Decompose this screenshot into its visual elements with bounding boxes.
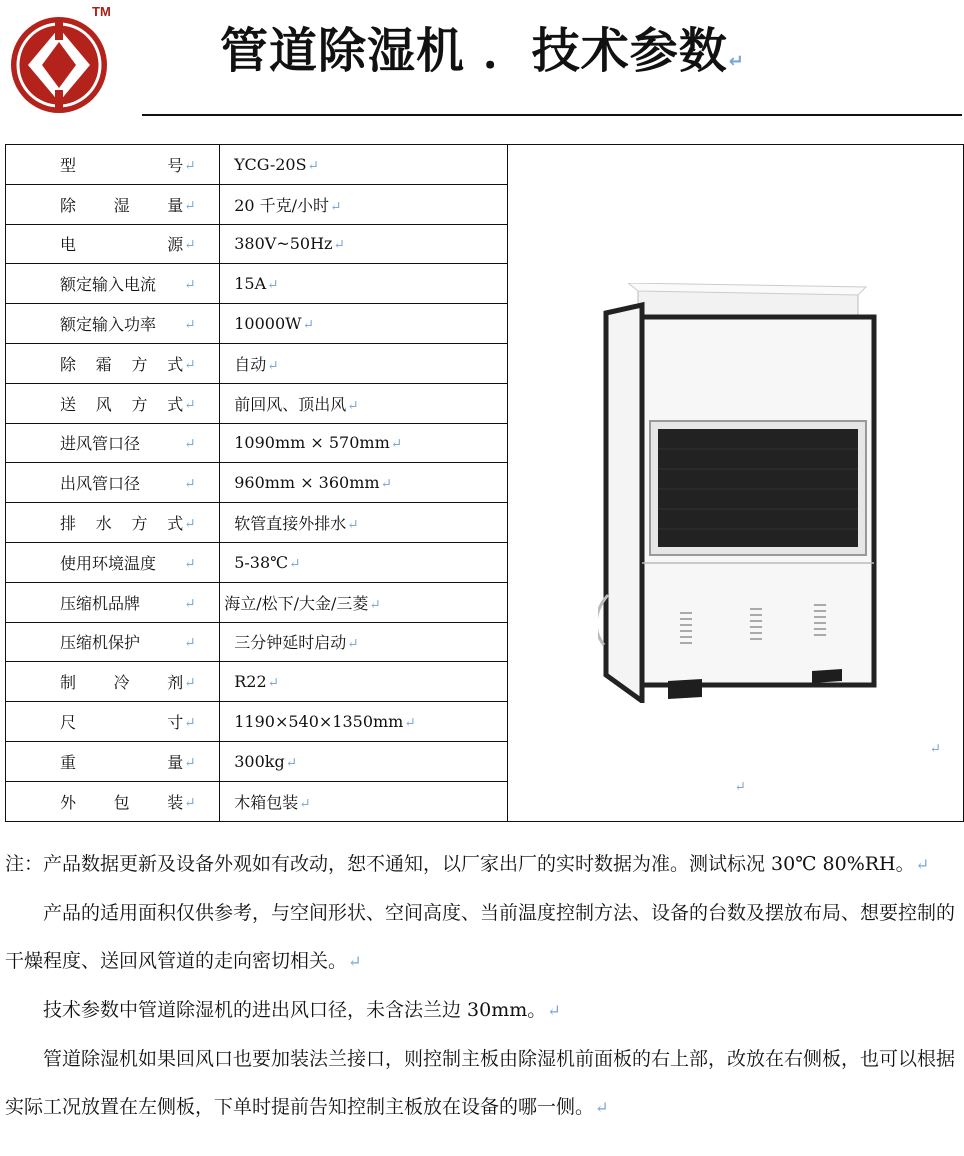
spec-label: 除湿量	[60, 195, 184, 215]
spec-label-cell	[6, 343, 220, 383]
spec-value-cell	[220, 463, 507, 503]
spec-label-cell	[6, 702, 220, 742]
spec-value: 软管直接外排水	[234, 514, 347, 534]
spec-value-cell	[220, 264, 507, 304]
spec-label: 重量	[60, 752, 184, 772]
spec-label: 使用环境温度	[60, 553, 157, 573]
spec-value-cell	[220, 542, 507, 582]
return-mark-icon: ↵	[184, 396, 196, 413]
spec-value: 1190×540×1350mm	[234, 712, 404, 732]
spec-row	[6, 145, 964, 185]
return-mark-icon: ↵	[184, 317, 196, 334]
return-mark-icon: ↵	[330, 198, 342, 215]
spec-label: 外包装	[60, 792, 184, 812]
spec-value-cell	[220, 582, 507, 622]
trademark-mark: TM	[92, 4, 111, 19]
spec-label-cell	[6, 662, 220, 702]
spec-label: 额定输入功率	[60, 315, 157, 335]
spec-label-cell	[6, 622, 220, 662]
return-mark-icon: ↵	[380, 476, 392, 493]
spec-label-cell	[6, 304, 220, 344]
return-mark-icon: ↵	[184, 516, 196, 533]
note-1: 注：产品数据更新及设备外观如有改动，恕不通知，以厂家出厂的实时数据为准。测试标况 30℃ 80%RH。↵	[5, 853, 930, 875]
spec-label-cell	[6, 224, 220, 264]
spec-label: 型号	[60, 155, 184, 175]
return-mark-icon: ↵	[184, 595, 196, 612]
spec-value: 20 千克/小时	[234, 195, 330, 215]
spec-label: 压缩机保护	[60, 633, 141, 653]
return-mark-icon: ↵	[302, 317, 314, 334]
spec-label-cell	[6, 463, 220, 503]
spec-value-cell	[220, 781, 507, 821]
spec-value: 自动	[234, 354, 267, 374]
spec-label: 除霜方式	[60, 354, 184, 374]
spec-label: 排水方式	[60, 514, 184, 534]
header-divider	[142, 114, 962, 116]
spec-value-cell	[220, 423, 507, 463]
spec-value: 5-38℃	[234, 552, 289, 572]
spec-value-cell	[220, 224, 507, 264]
spec-value-cell	[220, 622, 507, 662]
spec-value: 960mm × 360mm	[234, 473, 380, 493]
spec-label: 压缩机品牌	[60, 593, 141, 613]
return-mark-icon: ↵	[347, 397, 359, 414]
return-mark-icon: ↵	[285, 754, 298, 771]
return-mark-icon: ↵	[184, 635, 196, 652]
return-mark-icon: ↵	[184, 794, 196, 811]
return-mark-icon: ↵	[307, 157, 319, 174]
return-mark-icon: ↵	[184, 555, 196, 572]
spec-value-cell	[220, 741, 507, 781]
note-2: 产品的适用面积仅供参考，与空间形状、空间高度、当前温度控制方法、设备的台数及摆放布局、想要控制的干燥程度、送回风管道的走向密切相关。↵	[5, 902, 956, 972]
spec-label-cell	[6, 781, 220, 821]
return-mark-icon: ↵	[929, 741, 941, 757]
spec-value-cell	[220, 503, 507, 543]
return-mark-icon: ↵	[184, 356, 196, 373]
return-mark-icon: ↵	[184, 436, 196, 453]
note-3: 技术参数中管道除湿机的进出风口径，未含法兰边 30mm。↵	[43, 999, 561, 1021]
note-4: 管道除湿机如果回风口也要加装法兰接口，则控制主板由除湿机前面板的右上部，改放在右侧板，也可以根据实际工况放置在左侧板，下单时提前告知控制主板放在设备的哪一侧。↵	[5, 1048, 956, 1118]
spec-label-cell	[6, 264, 220, 304]
return-mark-icon: ↵	[184, 675, 196, 692]
return-mark-icon: ↵	[347, 517, 359, 534]
spec-value-cell	[220, 343, 507, 383]
return-mark-icon: ↵	[184, 237, 196, 254]
spec-value: 380V~50Hz	[234, 234, 333, 254]
spec-value: 10000W	[234, 314, 302, 334]
spec-value: 15A	[234, 274, 267, 294]
dehumidifier-product-image	[598, 283, 888, 703]
return-mark-icon: ↵	[184, 157, 196, 174]
spec-label: 额定输入电流	[60, 275, 157, 295]
spec-label: 出风管口径	[60, 474, 141, 494]
return-mark-icon: ↵	[184, 754, 196, 771]
spec-value-cell	[220, 662, 507, 702]
return-mark-icon: ↵	[390, 436, 403, 453]
spec-value: 木箱包装	[234, 792, 299, 812]
spec-label-cell	[6, 741, 220, 781]
spec-value: 300kg	[234, 751, 285, 771]
spec-value-cell	[220, 184, 507, 224]
return-mark-icon: ↵	[404, 715, 416, 732]
spec-value: YCG-20S	[234, 154, 307, 174]
return-mark-icon: ↵	[267, 675, 280, 692]
spec-value: 1090mm × 570mm	[234, 433, 390, 453]
spec-label-cell	[6, 423, 220, 463]
return-mark-icon: ↵	[369, 596, 381, 613]
spec-value: R22	[234, 672, 267, 692]
return-mark-icon: ↵	[267, 357, 279, 374]
return-mark-icon: ↵	[347, 636, 359, 653]
spec-value-cell	[220, 383, 507, 423]
spec-value-cell	[220, 145, 507, 185]
spec-label-cell	[6, 542, 220, 582]
return-mark-icon: ↵	[299, 795, 311, 812]
product-image-cell	[507, 145, 963, 822]
return-mark-icon: ↵	[734, 779, 746, 795]
spec-label: 电源	[60, 235, 184, 255]
return-mark-icon: ↵	[184, 715, 196, 732]
notes-section	[5, 840, 955, 1132]
spec-label-cell	[6, 184, 220, 224]
spec-label: 尺寸	[60, 713, 184, 733]
spec-value: 前回风、顶出风	[234, 394, 347, 414]
page-title: 管道除湿机 ．技术参数↵	[220, 23, 745, 79]
spec-label: 制冷剂	[60, 673, 184, 693]
spec-value-cell	[220, 702, 507, 742]
spec-value-cell	[220, 304, 507, 344]
return-mark-icon: ↵	[289, 555, 301, 572]
return-mark-icon: ↵	[184, 277, 196, 294]
spec-label: 进风管口径	[60, 434, 141, 454]
return-mark-icon: ↵	[184, 476, 196, 493]
return-mark-icon: ↵	[184, 197, 196, 214]
spec-label-cell	[6, 503, 220, 543]
spec-label-cell	[6, 582, 220, 622]
spec-label-cell	[6, 383, 220, 423]
spec-label: 送风方式	[60, 394, 184, 414]
return-mark-icon: ↵	[267, 277, 279, 294]
spec-value: 三分钟延时启动	[234, 633, 347, 653]
company-logo-icon	[8, 14, 110, 116]
spec-table	[5, 144, 964, 822]
spec-label-cell	[6, 145, 220, 185]
spec-value: 海立/松下/大金/三菱	[224, 593, 369, 613]
return-mark-icon: ↵	[333, 237, 345, 254]
